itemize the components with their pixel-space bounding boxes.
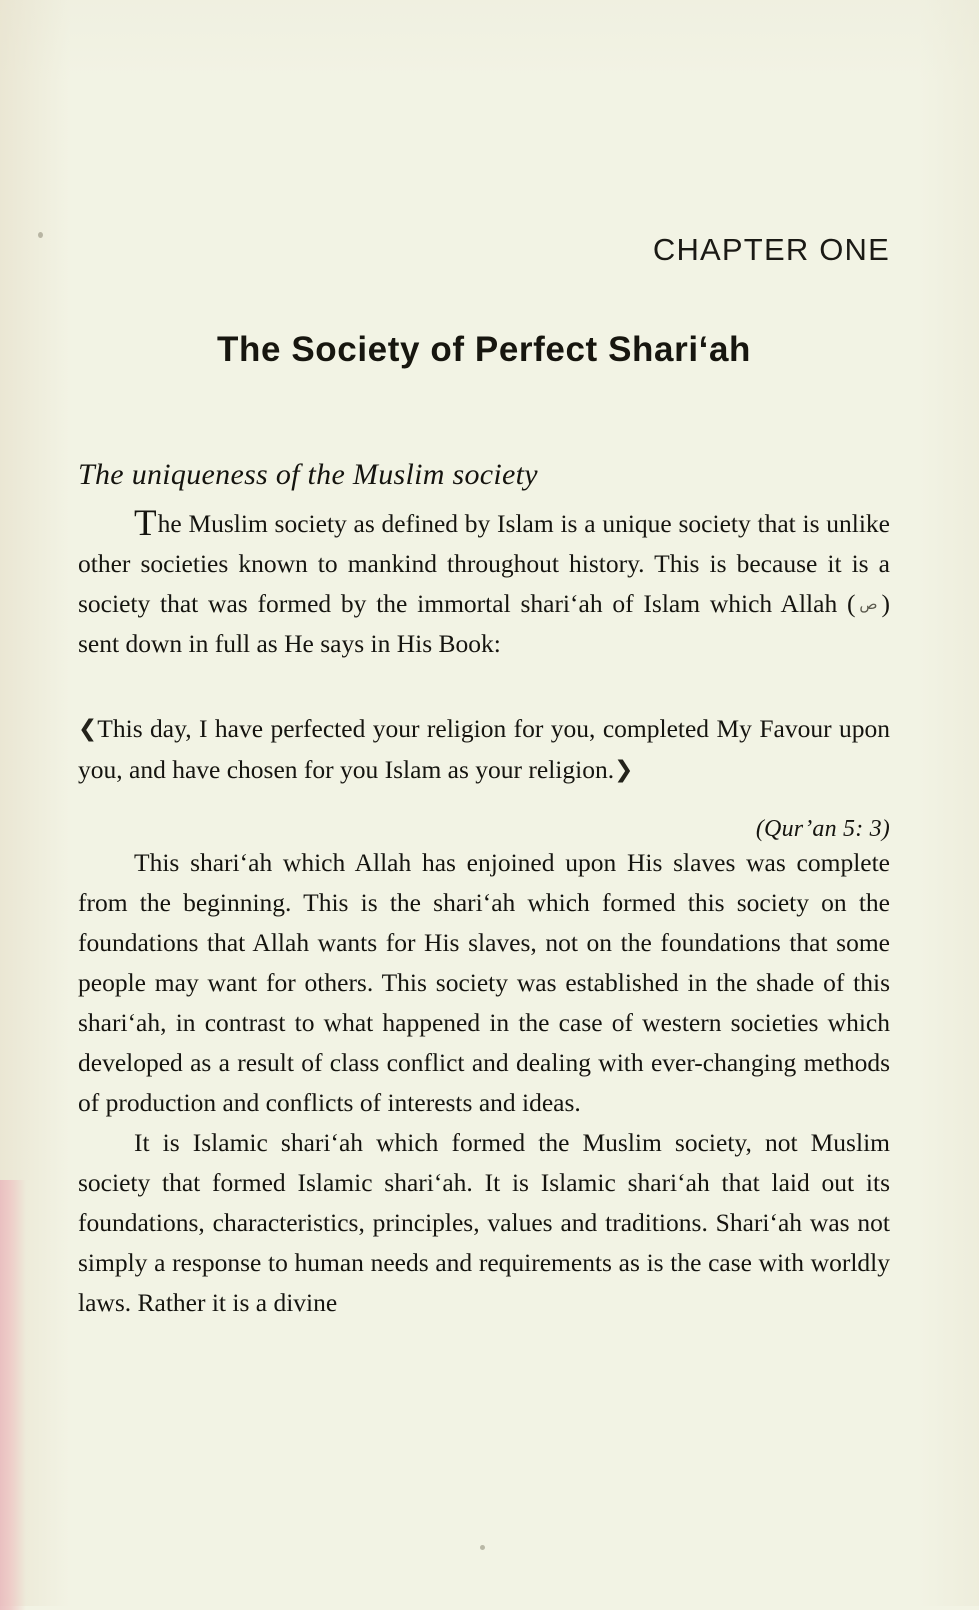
quran-quote xyxy=(78,708,890,790)
paragraph-opening-text-b: ) sent down in full as He says in His Book: xyxy=(78,589,890,658)
paragraph-opening xyxy=(78,504,890,664)
quote-open-ornament: ❮ xyxy=(78,716,98,741)
page-speck xyxy=(38,232,43,238)
paragraph-two: This shari‘ah which Allah has enjoined upon His slaves was complete from the beginning. This is the shari‘ah which formed this society on the foundations that Allah wants for His slaves, not on the foundations that some people may want for others. This society was established in the shade of this shari‘ah, in contrast to what happened in the case of western societies which developed as a result of class conflict and dealing with ever-changing methods of production and conflicts of interests and ideas. xyxy=(78,847,890,1117)
page-edge-stain xyxy=(0,1180,26,1610)
section-heading: The uniqueness of the Muslim society xyxy=(78,458,538,491)
drop-cap: T xyxy=(134,503,157,544)
quote-close-ornament: ❯ xyxy=(614,757,634,782)
paragraph-three: It is Islamic shari‘ah which formed the Muslim society, not Muslim society that formed Islamic shari‘ah. It is Islamic shari‘ah that laid out its foundations, characteristics, principles, values and traditions. Shari‘ah was not simply a response to human needs and requirements as is the case with worldly laws. Rather it is a divine xyxy=(78,1127,890,1317)
page-title: The Society of Perfect Shari‘ah xyxy=(216,330,752,369)
paragraph-opening-text-a: he Muslim society as defined by Islam is a unique society that is unlike other societies known to mankind throughout history. This is because it is a society that was formed by the immortal shari‘ah of Islam which Allah ( xyxy=(78,509,890,618)
quran-reference: (Qur’an 5: 3) xyxy=(755,815,890,842)
allah-honorific-icon: ص xyxy=(859,597,878,613)
quran-quote-text: This day, I have perfected your religion for you, completed My Favour upon you, and have chosen for you Islam as your religion. xyxy=(78,714,890,784)
chapter-label: CHAPTER ONE xyxy=(652,232,890,267)
page-content xyxy=(78,0,890,1323)
page-speck xyxy=(480,1545,485,1550)
